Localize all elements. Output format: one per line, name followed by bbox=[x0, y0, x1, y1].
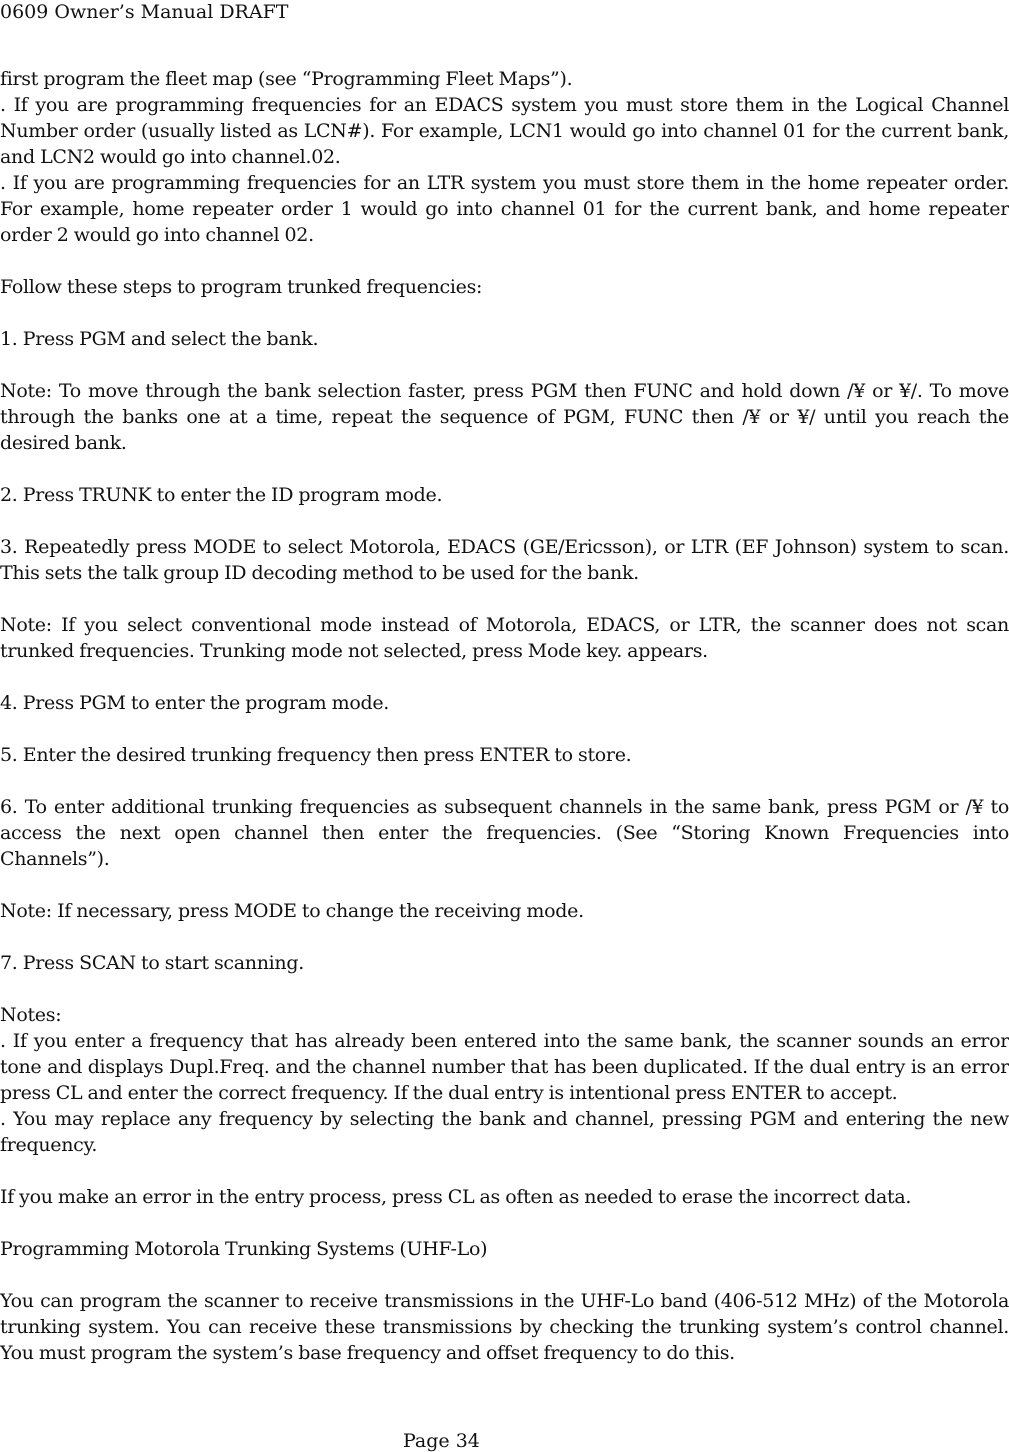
note-replace-frequency: . You may replace any frequency by selecting the bank and channel, pressing PGM and entering the new frequency. bbox=[0, 1108, 1009, 1156]
step-2: 2. Press TRUNK to enter the ID program mode. bbox=[0, 484, 443, 506]
paragraph-ltr-order: . If you are programming frequencies for an LTR system you must store them in the home repeater order. For example, home repeater order 1 would go into channel 01 for the current bank, and home repeater order 2 would go into channel 02. bbox=[0, 172, 1009, 246]
paragraph-uhf-lo-intro: You can program the scanner to receive transmissions in the UHF-Lo band (406-512 MHz) of the Motorola trunking system. You can receive these transmissions by checking the trunking system’s control channel. You must program the system’s base frequency and offset frequency to do this. bbox=[0, 1290, 1009, 1364]
note-bank-selection: Note: To move through the bank selection faster, press PGM then FUNC and hold down /¥ or ¥/. To move through the banks one at a time, repeat the sequence of PGM, FUNC then /¥ or ¥/ until you reach the desired bank. bbox=[0, 380, 1009, 454]
document-body bbox=[0, 66, 1009, 1366]
paragraph-entry-error: If you make an error in the entry process, press CL as often as needed to erase the incorrect data. bbox=[0, 1186, 912, 1208]
paragraph-fleet-map: first program the fleet map (see “Programming Fleet Maps”). bbox=[0, 68, 573, 90]
notes-heading: Notes: bbox=[0, 1004, 62, 1026]
page-header: 0609 Owner’s Manual DRAFT bbox=[0, 1, 289, 23]
paragraph-intro-steps: Follow these steps to program trunked frequencies: bbox=[0, 276, 483, 298]
step-3: 3. Repeatedly press MODE to select Motorola, EDACS (GE/Ericsson), or LTR (EF Johnson) system to scan. This sets the talk group ID decoding method to be used for the bank. bbox=[0, 536, 1009, 584]
page-number: Page 34 bbox=[403, 1430, 480, 1452]
step-1: 1. Press PGM and select the bank. bbox=[0, 328, 319, 350]
step-6: 6. To enter additional trunking frequencies as subsequent channels in the same bank, press PGM or /¥ to access the next open channel then enter the frequencies. (See “Storing Known Frequencies into Channels”). bbox=[0, 796, 1009, 870]
note-duplicate-frequency: . If you enter a frequency that has already been entered into the same bank, the scanner sounds an error tone and displays Dupl.Freq. and the channel number that has been duplicated. If the dual entry is an error press CL and enter the correct frequency. If the dual entry is intentional press ENTER to accept. bbox=[0, 1030, 1009, 1104]
paragraph-edacs-order: . If you are programming frequencies for an EDACS system you must store them in the Logical Channel Number order (usually listed as LCN#). For example, LCN1 would go into channel 01 for the current bank, and LCN2 would go into channel.02. bbox=[0, 94, 1009, 168]
section-heading-motorola-uhf-lo: Programming Motorola Trunking Systems (UHF-Lo) bbox=[0, 1238, 488, 1260]
step-4: 4. Press PGM to enter the program mode. bbox=[0, 692, 390, 714]
step-5: 5. Enter the desired trunking frequency then press ENTER to store. bbox=[0, 744, 632, 766]
note-conventional-mode: Note: If you select conventional mode instead of Motorola, EDACS, or LTR, the scanner does not scan trunked frequencies. Trunking mode not selected, press Mode key. appears. bbox=[0, 614, 1009, 662]
step-7: 7. Press SCAN to start scanning. bbox=[0, 952, 304, 974]
note-receiving-mode: Note: If necessary, press MODE to change the receiving mode. bbox=[0, 900, 584, 922]
